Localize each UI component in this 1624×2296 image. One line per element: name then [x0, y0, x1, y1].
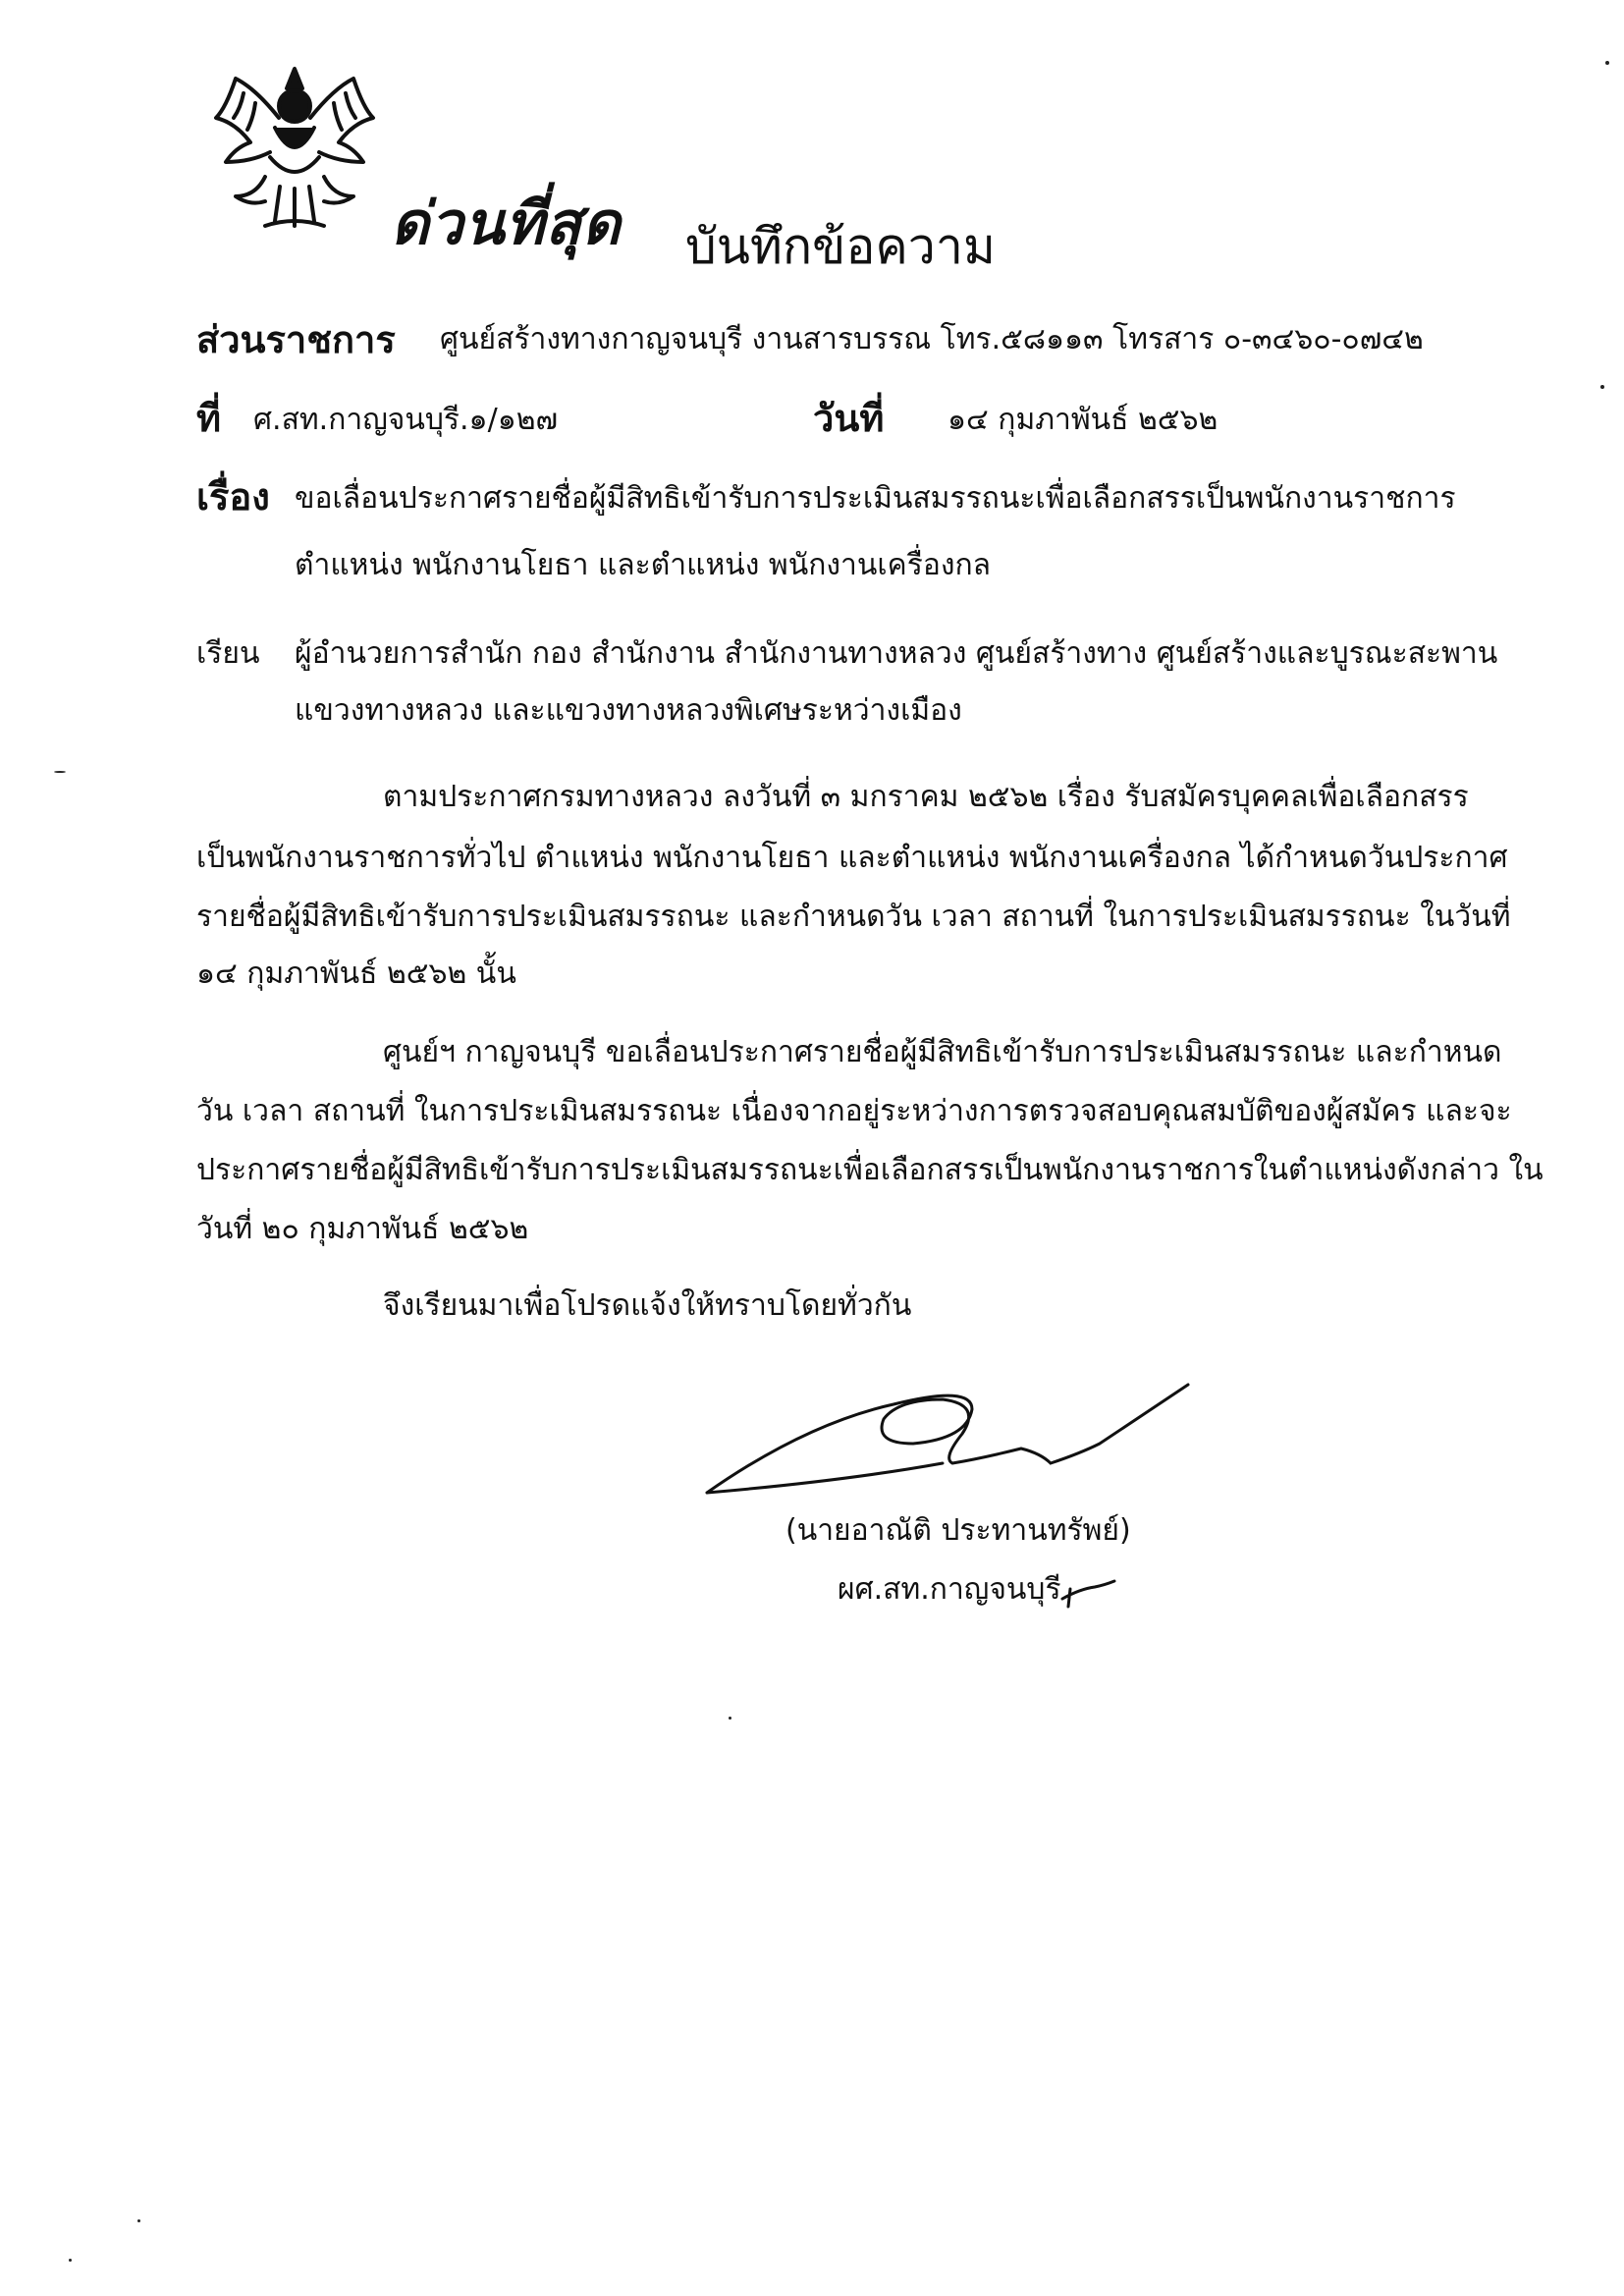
ref-value: ศ.สท.กาญจนบุรี.๑/๑๒๗ [253, 403, 559, 437]
scan-speck [1600, 385, 1604, 389]
para2-line-1: ศูนย์ฯ กาญจนบุรี ขอเลื่อนประกาศรายชื่อผู้มีสิทธิเข้ารับการประเมินสมรรถนะ และกำหนด [383, 1035, 1502, 1069]
scan-speck [137, 2219, 140, 2222]
urgency-stamp: ด่วนที่สุด [391, 190, 622, 258]
date-label: วันที่ [813, 397, 885, 440]
para1-line-2: เป็นพนักงานราชการทั่วไป ตำแหน่ง พนักงานโยธา และตำแหน่ง พนักงานเครื่องกล ได้กำหนดวันประกาศ [196, 841, 1508, 875]
para1-line-4: ๑๔ กุมภาพันธ์ ๒๕๖๒ นั้น [196, 957, 516, 991]
subject-line-2: ตำแหน่ง พนักงานโยธา และตำแหน่ง พนักงานเครื่องกล [295, 548, 992, 582]
department-value: ศูนย์สร้างทางกาญจนบุรี งานสารบรรณ โทร.๕๘๑๑๓ โทรสาร ๐-๓๔๖๐-๐๗๔๒ [440, 322, 1424, 356]
para1-line-1: ตามประกาศกรมทางหลวง ลงวันที่ ๓ มกราคม ๒๕๖๒ เรื่อง รับสมัครบุคคลเพื่อเลือกสรร [383, 780, 1469, 814]
signer-position: ผศ.สท.กาญจนบุรี [838, 1572, 1061, 1607]
memo-title: บันทึกข้อความ [685, 218, 996, 275]
subject-line-1: ขอเลื่อนประกาศรายชื่อผู้มีสิทธิเข้ารับการประเมินสมรรถนะเพื่อเลือกสรรเป็นพนักงานราชการ [295, 481, 1456, 516]
scan-speck [54, 771, 66, 773]
to-label: เรียน [196, 636, 260, 671]
to-line-1: ผู้อำนวยการสำนัก กอง สำนักงาน สำนักงานทางหลวง ศูนย์สร้างทาง ศูนย์สร้างและบูรณะสะพาน [295, 636, 1498, 671]
to-line-2: แขวงทางหลวง และแขวงทางหลวงพิเศษระหว่างเมือง [295, 693, 962, 728]
para2-line-2: วัน เวลา สถานที่ ในการประเมินสมรรถนะ เนื่องจากอยู่ระหว่างการตรวจสอบคุณสมบัติของผู้สมัคร และจะ [196, 1094, 1512, 1128]
scan-speck [729, 1717, 731, 1720]
subject-label: เรื่อง [196, 475, 270, 519]
para1-line-3: รายชื่อผู้มีสิทธิเข้ารับการประเมินสมรรถนะ และกำหนดวัน เวลา สถานที่ ในการประเมินสมรรถนะ ในวันที่ [196, 900, 1511, 934]
closing-line: จึงเรียนมาเพื่อโปรดแจ้งให้ทราบโดยทั่วกัน [383, 1288, 912, 1323]
date-value: ๑๔ กุมภาพันธ์ ๒๕๖๒ [947, 403, 1218, 437]
ref-label: ที่ [196, 397, 222, 440]
para2-line-4: วันที่ ๒๐ กุมภาพันธ์ ๒๕๖๒ [196, 1212, 529, 1246]
para2-line-3: ประกาศรายชื่อผู้มีสิทธิเข้ารับการประเมินสมรรถนะเพื่อเลือกสรรเป็นพนักงานราชการในตำแหน่งดังกล่าว ใน [196, 1153, 1543, 1187]
department-label: ส่วนราชการ [196, 318, 396, 361]
signature-scribble [687, 1365, 1218, 1503]
signer-name: (นายอาณัติ ประทานทรัพย์) [785, 1513, 1131, 1548]
scan-speck [69, 2259, 72, 2262]
initial-mark [1060, 1569, 1119, 1609]
garuda-emblem-icon [196, 49, 393, 246]
scan-speck [1605, 61, 1609, 65]
